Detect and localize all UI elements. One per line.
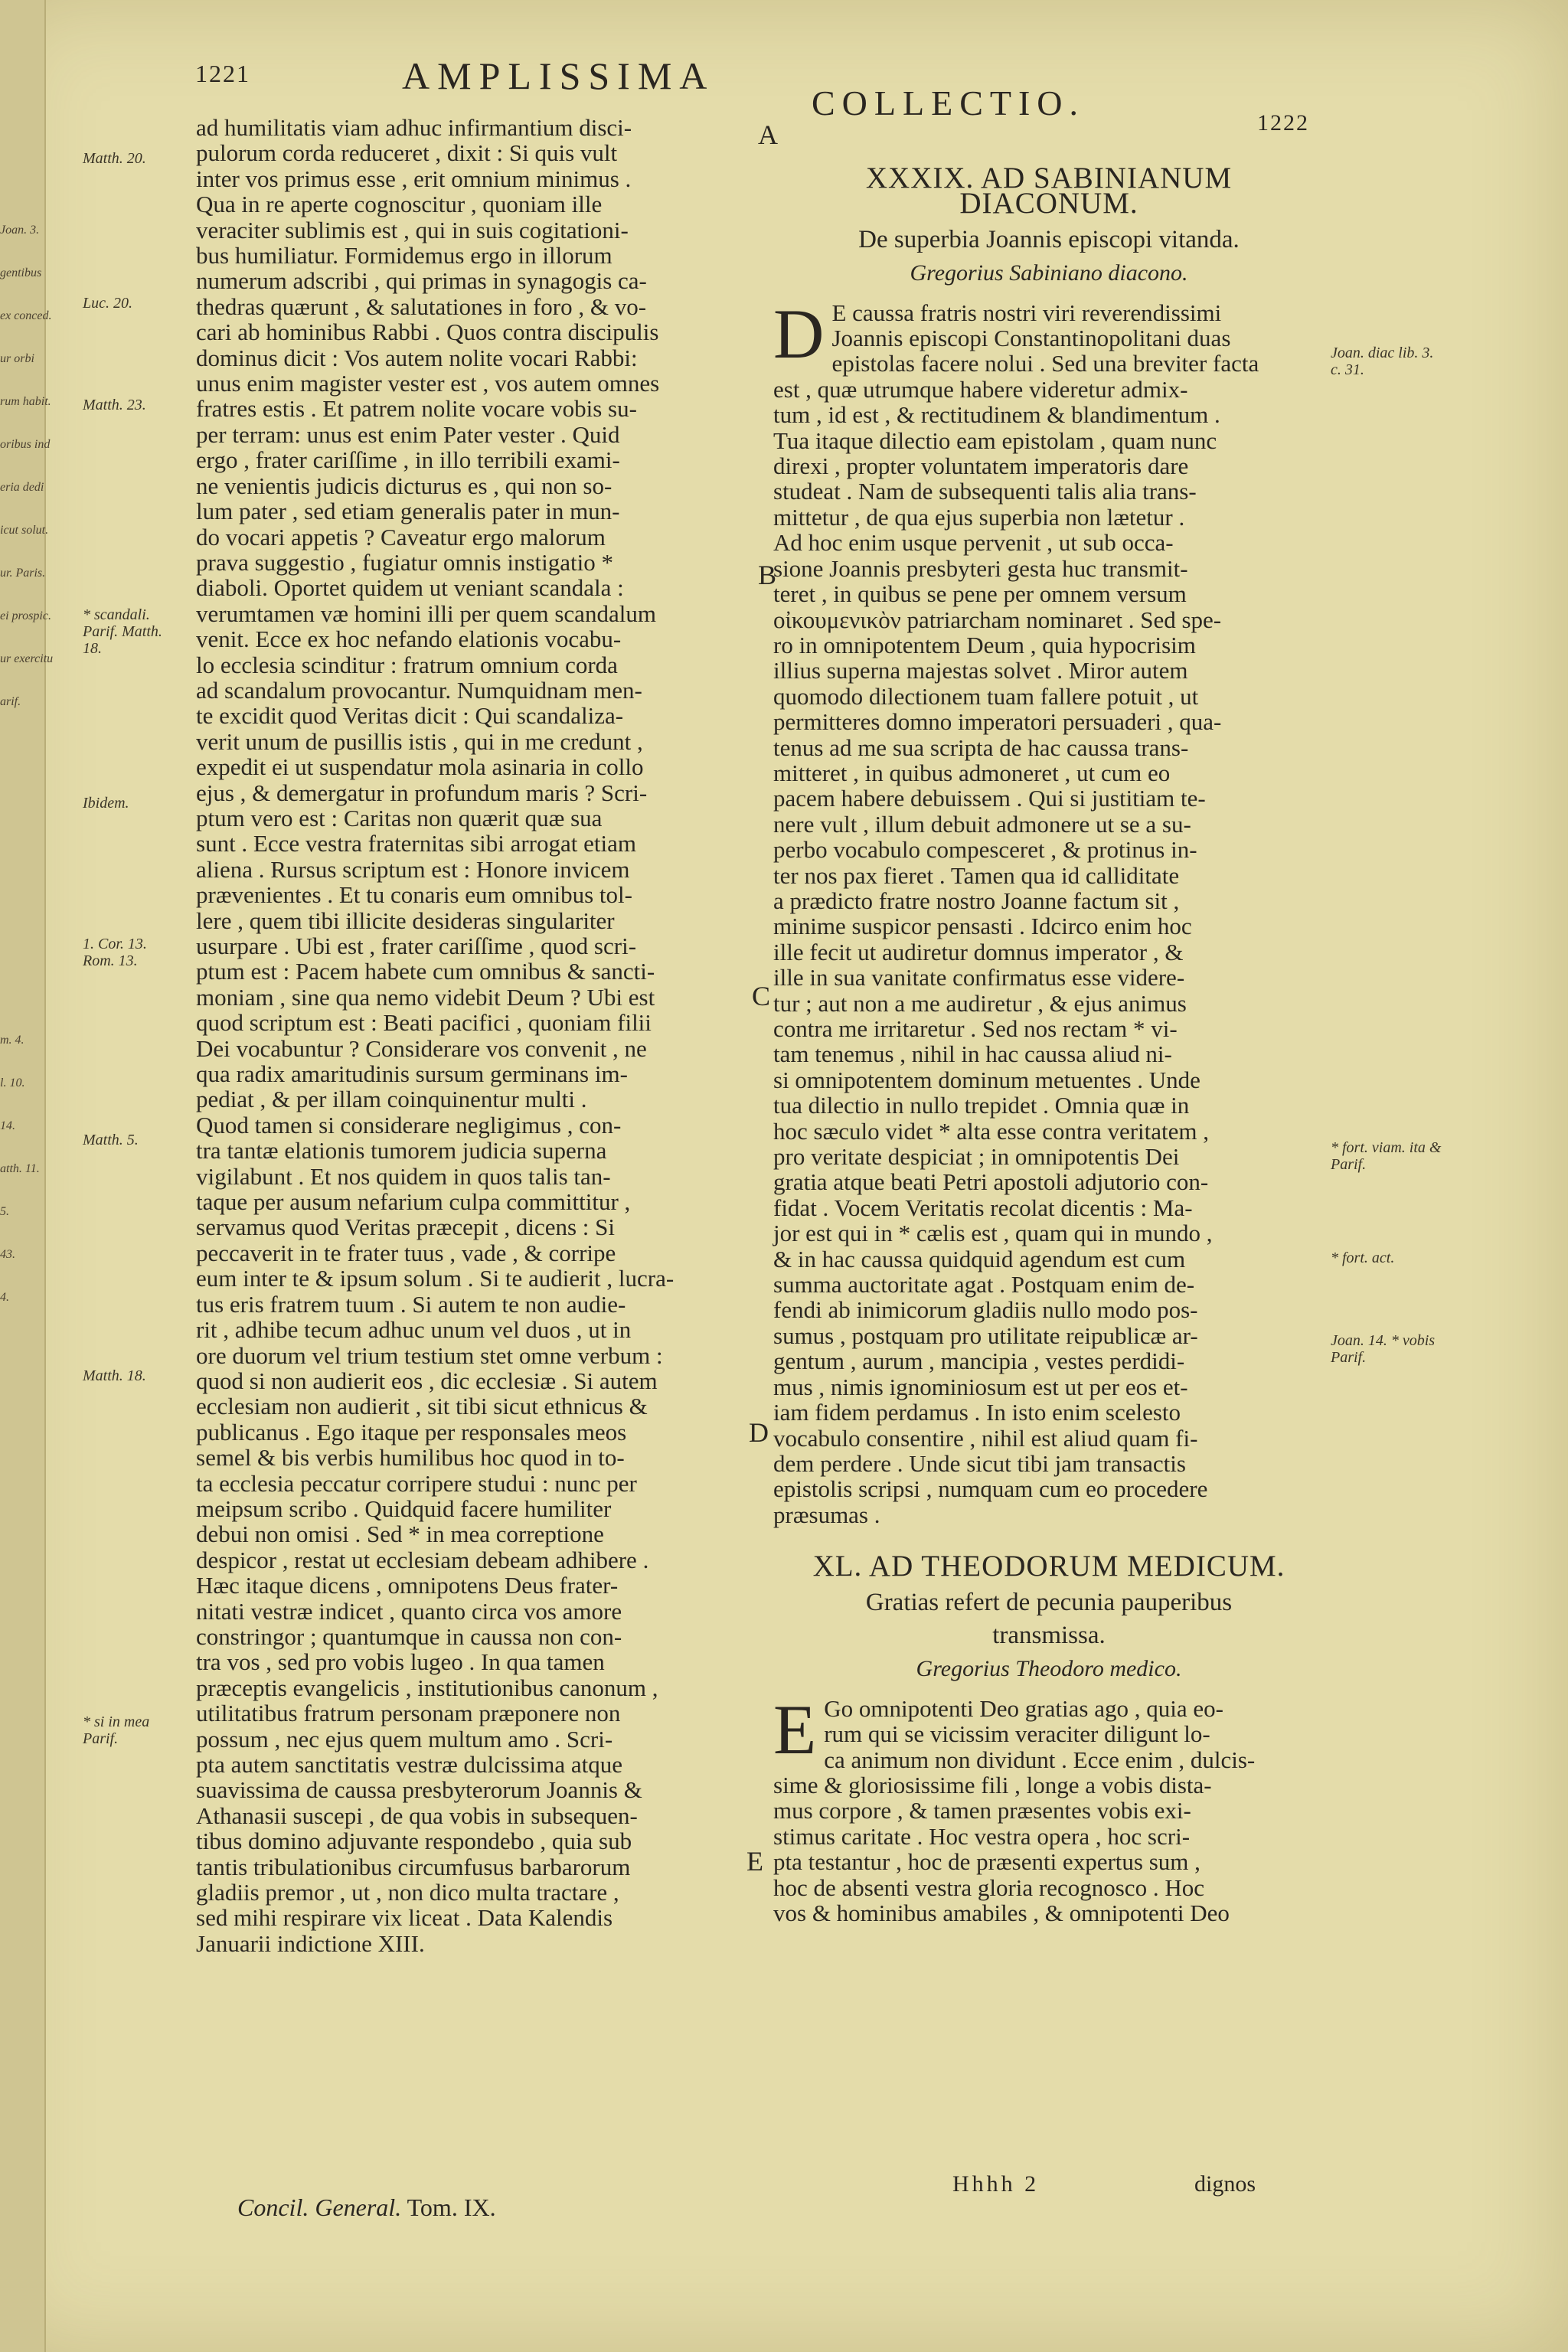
text-line: Qua in re aperte cognoscitur , quoniam ille: [196, 191, 603, 218]
text-line: iam fidem perdamus . In isto enim scelesto: [773, 1399, 1181, 1426]
text-line: servamus quod Veritas præcepit , dicens : Si: [196, 1214, 616, 1241]
text-line: moniam , sine qua nemo videbit Deum ? Ubi est: [196, 983, 655, 1011]
text-line: pulorum corda reduceret , dixit : Si quis vult: [196, 139, 618, 167]
text-line: taque per ausum nefarium culpa committitur ,: [196, 1188, 631, 1216]
edge-fragment: 43.: [0, 1248, 15, 1261]
edge-fragment: oribus ind: [0, 438, 51, 451]
edge-fragment: ex conced.: [0, 309, 52, 322]
letter-39-subtitle: De superbia Joannis episcopi vitanda.: [858, 225, 1240, 253]
text-line: ejus , & demergatur in profundum maris ? Scri-: [196, 779, 648, 806]
margin-note: Ibidem.: [83, 795, 129, 812]
text-line: pediat , & per illam coinquinentur multi .: [196, 1086, 587, 1113]
text-line: Quod tamen si considerare negligimus , con-: [196, 1111, 622, 1138]
text-line: thedras quærunt , & salutationes in foro , & vo-: [196, 292, 647, 320]
text-line: ca animum non dividunt . Ecce enim , dulcis-: [824, 1746, 1256, 1773]
text-line: cari ab hominibus Rabbi . Quos contra discipulis: [196, 318, 659, 346]
text-line: qua radix amaritudinis sursum germinans im-: [196, 1060, 628, 1088]
drop-cap: D: [773, 294, 825, 373]
margin-note: 1. Cor. 13. Rom. 13.: [83, 936, 147, 969]
text-line: permitteres domno imperatori persuaderi , qua-: [773, 708, 1222, 736]
margin-note: Joan. 14. * vobis Parif.: [1331, 1332, 1436, 1366]
edge-fragment: gentibus: [0, 266, 42, 279]
text-line: est , quæ utrumque habere videretur admix-: [773, 375, 1188, 403]
text-line: pacem habere debuissem . Qui si justitiam te-: [773, 785, 1206, 812]
margin-note: Luc. 20.: [83, 295, 132, 312]
letter-40-title: XL. AD THEODORUM MEDICUM.: [812, 1550, 1285, 1583]
edge-fragment: arif.: [0, 695, 21, 708]
text-line: ne venientis judicis dicturus es , qui non so-: [196, 472, 612, 499]
catchword: dignos: [1194, 2171, 1256, 2197]
text-line: unus enim magister vester est , vos autem omnes: [196, 370, 660, 397]
text-line: Athanasii suscepi , de qua vobis in subsequen-: [196, 1802, 638, 1829]
text-line: tra vos , sed pro vobis lugeo . In qua tamen: [196, 1648, 605, 1676]
previous-page-edge: [0, 0, 54, 2352]
text-line: stimus caritate . Hoc vestra opera , hoc scri-: [773, 1822, 1191, 1850]
text-line: diaboli. Oportet quidem ut veniant scandala :: [196, 574, 624, 602]
text-line: tus eris fratrem tuum . Si autem te non audie-: [196, 1290, 626, 1318]
letter-40-lines: [773, 1690, 1325, 1926]
text-line: ter nos pax fieret . Tamen qua id calliditate: [773, 861, 1180, 889]
text-line: verit unum de pusillis istis , qui in me credunt ,: [196, 727, 643, 755]
letter-39-body: [773, 294, 1325, 1528]
text-line: a prædicto fratre nostro Joanne factum sit ,: [773, 887, 1180, 914]
letter-40-subtitle-2: transmissa.: [992, 1621, 1106, 1649]
edge-fragment: ur orbi: [0, 352, 34, 365]
text-line: meipsum scribo . Quidquid facere humiliter: [196, 1494, 612, 1522]
edge-fragment: 14.: [0, 1119, 15, 1132]
text-line: gentum , aurum , mancipia , vestes perdidi-: [773, 1348, 1185, 1375]
edge-fragment: l. 10.: [0, 1076, 25, 1089]
margin-note: * fort. act.: [1331, 1250, 1395, 1266]
text-line: sione Joannis presbyteri gesta huc transmit-: [773, 554, 1188, 582]
margin-note: * scandali. Parif. Matth. 18.: [83, 606, 162, 657]
margin-note: * fort. viam. ita & Parif.: [1331, 1139, 1442, 1173]
text-line: gladiis premor , ut , non dico multa tractare ,: [196, 1879, 619, 1906]
text-line: gratia atque beati Petri apostoli adjutorio con-: [773, 1168, 1209, 1196]
signature-mark: Hhhh 2: [952, 2171, 1040, 2197]
text-line: inter vos primus esse , erit omnium minimus .: [196, 165, 632, 192]
text-line: usurpare . Ubi est , frater cariſſime , quod scri-: [196, 933, 637, 959]
text-line: fidat . Vocem Veritatis recolat dicentis : Ma-: [773, 1194, 1193, 1221]
text-line: E caussa fratris nostri viri reverendissimi: [831, 299, 1222, 326]
text-line: Januarii indictione XIII.: [196, 1929, 425, 1957]
text-line: dominus dicit : Vos autem nolite vocari Rabbi:: [196, 344, 638, 371]
text-line: præceptis evangelicis , institutionibus canonum ,: [196, 1674, 658, 1701]
text-line: semel & bis verbis humilibus hoc quod in to-: [196, 1444, 625, 1472]
margin-note: Matth. 23.: [83, 397, 146, 413]
text-line: ille fecit ut audiretur domnus imperator , &: [773, 938, 1184, 965]
text-line: peccaverit in te frater tuus , vade , & corripe: [196, 1239, 616, 1266]
text-line: vocabulo consentire , nihil est aliud quam fi-: [773, 1424, 1198, 1452]
running-title-part-1: AMPLISSIMA: [402, 54, 715, 97]
text-line: aliena . Rursus scriptum est : Honore invicem: [196, 855, 630, 883]
text-line: epistolis scripsi , numquam cum eo procedere: [773, 1475, 1208, 1503]
text-line: epistolas facere nolui . Sed una breviter facta: [831, 350, 1259, 377]
text-line: lum pater , sed etiam generalis pater in mun-: [196, 498, 620, 525]
text-line: possum , nec ejus quem multum amo . Scri-: [196, 1725, 613, 1753]
text-line: οἰκουμενικὸν patriarcham nominaret . Sed spe-: [773, 606, 1222, 633]
edge-fragment: atth. 11.: [0, 1162, 40, 1175]
page-number-right: 1222: [1257, 110, 1309, 136]
margin-note: Matth. 20.: [83, 150, 146, 167]
text-line: ille in sua vanitate confirmatus esse videre-: [773, 964, 1185, 991]
text-line: illius superna majestas solvet . Miror autem: [773, 657, 1188, 684]
margin-note: Matth. 5.: [83, 1132, 139, 1148]
text-line: tra tantæ elationis tumorem judicia superna: [196, 1137, 607, 1165]
page-number-left: 1221: [195, 60, 250, 87]
text-line: mittetur , de qua ejus superbia non lætetur .: [773, 503, 1185, 531]
text-line: prava suggestio , fugiatur omnis instigatio *: [196, 548, 614, 576]
text-line: contra me irritaretur . Sed nos rectam * vi-: [773, 1015, 1178, 1042]
text-line: si omnipotentem dominum metuentes . Unde: [773, 1066, 1200, 1093]
section-letter: E: [746, 1846, 763, 1877]
letter-40-salutation: Gregorius Theodoro medico.: [916, 1656, 1182, 1682]
left-column-text: [196, 115, 741, 1956]
text-line: ad humilitatis viam adhuc infirmantium disci-: [196, 114, 632, 141]
text-line: Tua itaque dilectio eam epistolam , quam nunc: [773, 426, 1217, 454]
text-line: lere , quem tibi illicite desideras singulariter: [196, 906, 615, 934]
text-line: teret , in quibus se pene per omnem versum: [773, 580, 1187, 608]
text-line: do vocari appetis ? Caveatur ergo malorum: [196, 523, 606, 550]
text-line: quod scriptum est : Beati pacifici , quoniam filii: [196, 1009, 652, 1037]
text-line: lo ecclesia scinditur : fratrum omnium corda: [196, 651, 618, 678]
section-letter: A: [758, 119, 778, 150]
text-line: mus , nimis ignominiosum est ut per eos et-: [773, 1373, 1188, 1400]
text-line: hoc de absenti vestra gloria recognosco . Hoc: [773, 1873, 1204, 1901]
text-line: Hæc itaque dicens , omnipotens Deus frater-: [196, 1572, 619, 1599]
text-line: direxi , propter voluntatem imperatoris dare: [773, 452, 1189, 480]
text-line: pta testantur , hoc de præsenti expertus sum ,: [773, 1848, 1200, 1876]
text-line: sunt . Ecce vestra fraternitas sibi arrogat etiam: [196, 830, 636, 858]
text-line: pta autem sanctitatis vestræ dulcissima atque: [196, 1751, 623, 1778]
edge-fragment: eria dedi: [0, 481, 44, 494]
letter-40-body: [773, 1690, 1325, 1926]
text-line: tum , id est , & rectitudinem & blandimentum .: [773, 401, 1220, 429]
drop-cap: E: [773, 1690, 817, 1769]
letter-39-salutation: Gregorius Sabiniano diacono.: [910, 260, 1188, 286]
text-line: summa auctoritate agat . Postquam enim de-: [773, 1271, 1195, 1298]
text-line: ptum est : Pacem habete cum omnibus & sancti-: [196, 958, 655, 985]
text-line: Joannis episcopi Constantinopolitani duas: [831, 325, 1231, 352]
text-line: expedit ei ut suspendatur mola asinaria in collo: [196, 753, 644, 781]
section-letter: B: [758, 560, 777, 590]
text-line: nere vult , illum debuit admonere ut se a su-: [773, 810, 1191, 838]
text-line: dem perdere . Unde sicut tibi jam transactis: [773, 1449, 1186, 1477]
letter-39-title: XXXIX. AD SABINIANUM DIACONUM.: [865, 162, 1233, 220]
text-line: prævenientes . Et tu conaris eum omnibus tol-: [196, 881, 632, 909]
section-letter: C: [752, 981, 771, 1011]
text-line: eum inter te & ipsum solum . Si te audierit , lucra-: [196, 1265, 675, 1292]
text-line: publicanus . Ego itaque per responsales meos: [196, 1418, 627, 1446]
text-line: tur ; aut non a me audiretur , & ejus animus: [773, 989, 1187, 1017]
text-line: suavissima de caussa presbyterorum Joannis &: [196, 1776, 642, 1804]
text-line: tantis tribulationibus circumfusus barbarorum: [196, 1853, 631, 1880]
edge-fragment: Joan. 3.: [0, 224, 40, 237]
edge-fragment: rum habit.: [0, 395, 51, 408]
margin-note: Matth. 18.: [83, 1367, 146, 1384]
text-line: quod si non audierit eos , dic ecclesiæ . Si autem: [196, 1367, 658, 1394]
text-line: ta ecclesia peccatur corripere studui : nunc per: [196, 1469, 637, 1497]
text-line: Dei vocabuntur ? Considerare vos convenit , ne: [196, 1034, 647, 1062]
text-line: utilitatibus fratrum personam præponere non: [196, 1700, 621, 1727]
text-line: verumtamen væ homini illi per quem scandalum: [196, 599, 656, 627]
source-title: Concil. General.: [237, 2194, 402, 2221]
text-line: ergo , frater cariſſime , in illo terribili exami-: [196, 446, 620, 474]
text-line: nitati vestræ indicet , quanto circa vos amore: [196, 1597, 622, 1625]
text-line: tam tenemus , nihil in hac caussa aliud ni-: [773, 1040, 1172, 1068]
text-line: mitteret , in quibus admoneret , ut cum eo: [773, 759, 1171, 786]
text-line: quomodo dilectionem tuam fallere potuit , ut: [773, 682, 1199, 710]
section-letter: D: [749, 1417, 769, 1448]
edge-fragment: icut solut.: [0, 524, 49, 537]
text-line: minime suspicor pensasti . Idcirco enim hoc: [773, 913, 1192, 940]
margin-note: Joan. diac lib. 3. c. 31.: [1331, 345, 1434, 378]
text-line: rit , adhibe tecum adhuc unum vel duos , ut in: [196, 1316, 632, 1344]
text-line: bus humiliatur. Formidemus ergo in illorum: [196, 242, 612, 270]
text-line: ore duorum vel trium testium stet omne verbum :: [196, 1341, 663, 1369]
source-tome: Tom. IX.: [407, 2194, 496, 2221]
text-line: tenus ad me sua scripta de hac caussa trans-: [773, 733, 1189, 761]
text-line: studeat . Nam de subsequenti talis alia trans-: [773, 478, 1197, 505]
text-line: vigilabunt . Et nos quidem in quos talis tan-: [196, 1162, 611, 1190]
edge-fragment: 4.: [0, 1291, 9, 1304]
text-line: despicor , restat ut ecclesiam debeam adhibere .: [196, 1546, 649, 1573]
text-line: rum qui se vicissim veraciter diligunt lo-: [824, 1720, 1210, 1748]
edge-fragment: 5.: [0, 1205, 9, 1218]
text-line: hoc sæculo videt * alta esse contra veritatem ,: [773, 1117, 1210, 1145]
text-line: pro veritate despiciat ; in omnipotentis Dei: [773, 1143, 1180, 1171]
text-line: ecclesiam non audierit , sit tibi sicut ethnicus &: [196, 1393, 648, 1420]
text-line: sime & gloriosissime fili , longe a vobis dista-: [773, 1771, 1212, 1798]
text-line: fendi ab inimicorum gladiis nullo modo pos-: [773, 1296, 1198, 1324]
text-line: vos & hominibus amabiles , & omnipotenti Deo: [773, 1900, 1230, 1926]
text-line: veraciter sublimis est , qui in suis cogitationi-: [196, 216, 629, 243]
text-line: præsumas .: [773, 1501, 880, 1528]
text-line: jor est qui in * cælis est , quam qui in mundo ,: [773, 1220, 1213, 1247]
text-line: sumus , postquam pro utilitate reipublicæ ar-: [773, 1321, 1198, 1349]
source-reference: [237, 2194, 496, 2222]
text-line: Ad hoc enim usque pervenit , ut sub occa-: [773, 529, 1174, 557]
text-line: & in hac caussa quidquid agendum est cum: [773, 1245, 1186, 1272]
text-line: ad scandalum provocantur. Numquidnam men-: [196, 676, 642, 704]
edge-fragment: ur exercitu: [0, 652, 54, 665]
letter-39-lines: [773, 294, 1325, 1528]
text-line: venit. Ecce ex hoc nefando elationis vocabu-: [196, 626, 622, 653]
letter-40-subtitle-1: Gratias refert de pecunia pauperibus: [865, 1588, 1233, 1616]
edge-fragment: ei prospic.: [0, 609, 51, 622]
right-column: [773, 161, 1325, 1926]
text-line: Go omnipotenti Deo gratias ago , quia eo-: [824, 1694, 1223, 1722]
text-line: constringor ; quantumque in caussa non con-: [196, 1622, 622, 1650]
edge-fragment: ur. Paris.: [0, 567, 46, 580]
text-line: ro in omnipotentem Deum , quia hypocrisim: [773, 631, 1196, 658]
margin-note: * si in mea Parif.: [83, 1713, 150, 1747]
text-line: ptum vero est : Caritas non quærit quæ sua: [196, 804, 603, 831]
text-line: sed mihi respirare vix liceat . Data Kalendis: [196, 1904, 613, 1932]
text-line: tua dilectio in nullo trepidet . Omnia quæ in: [773, 1092, 1190, 1119]
text-line: debui non omisi . Sed * in mea correptione: [196, 1521, 604, 1548]
text-line: fratres estis . Et patrem nolite vocare vobis su-: [196, 395, 637, 423]
running-title-part-2: COLLECTIO.: [812, 83, 1086, 122]
text-line: tibus domino adjuvante respondebo , quia sub: [196, 1828, 632, 1855]
edge-fragment: m. 4.: [0, 1034, 24, 1047]
text-line: mus corpore , & tamen præsentes vobis exi-: [773, 1797, 1191, 1824]
text-line: perbo vocabulo compesceret , & protinus in-: [773, 836, 1197, 864]
text-line: per terram: unus est enim Pater vester . Quid: [196, 420, 620, 448]
text-line: numerum adscribi , qui primas in synagogis ca-: [196, 267, 647, 295]
text-line: te excidit quod Veritas dicit : Qui scandaliza-: [196, 702, 624, 730]
